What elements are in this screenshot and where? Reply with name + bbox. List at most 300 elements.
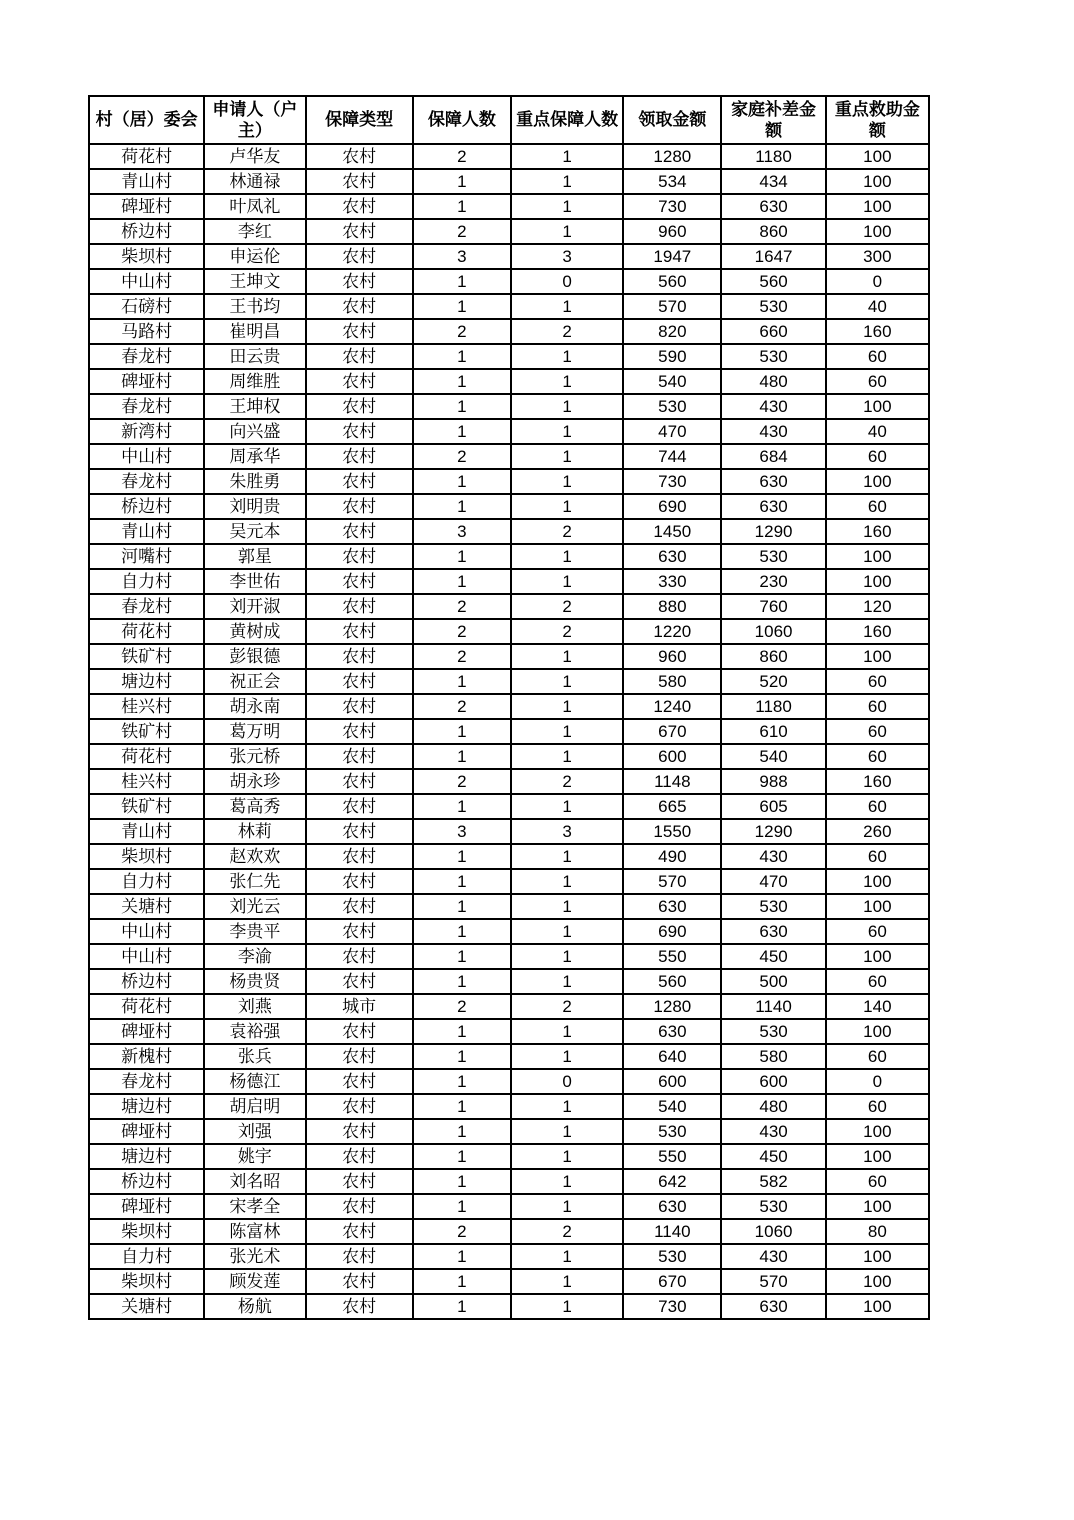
cell-key-assistance-amount: 60 <box>826 344 929 369</box>
cell-protected-persons-count: 3 <box>413 819 511 844</box>
cell-received-amount: 630 <box>623 1019 721 1044</box>
cell-protected-persons-count: 1 <box>413 869 511 894</box>
cell-family-subsidy-amount: 582 <box>721 1169 825 1194</box>
cell-applicant-household-head: 黄树成 <box>204 619 305 644</box>
cell-protected-persons-count: 1 <box>413 569 511 594</box>
cell-key-protected-persons-count: 1 <box>511 1244 623 1269</box>
cell-protected-persons-count: 2 <box>413 644 511 669</box>
cell-protection-type: 农村 <box>306 794 413 819</box>
cell-key-protected-persons-count: 1 <box>511 1019 623 1044</box>
cell-protected-persons-count: 1 <box>413 1144 511 1169</box>
cell-protection-type: 农村 <box>306 719 413 744</box>
cell-received-amount: 820 <box>623 319 721 344</box>
cell-protection-type: 农村 <box>306 294 413 319</box>
table-row <box>89 1194 929 1219</box>
table-row <box>89 769 929 794</box>
table-row <box>89 1019 929 1044</box>
cell-village-committee: 新湾村 <box>89 419 204 444</box>
cell-key-assistance-amount: 60 <box>826 744 929 769</box>
cell-village-committee: 春龙村 <box>89 394 204 419</box>
cell-received-amount: 560 <box>623 269 721 294</box>
cell-applicant-household-head: 姚宇 <box>204 1144 305 1169</box>
cell-key-protected-persons-count: 1 <box>511 869 623 894</box>
cell-key-assistance-amount: 60 <box>826 444 929 469</box>
table-row <box>89 619 929 644</box>
cell-key-protected-persons-count: 1 <box>511 419 623 444</box>
cell-key-protected-persons-count: 1 <box>511 894 623 919</box>
cell-protection-type: 农村 <box>306 244 413 269</box>
cell-protected-persons-count: 1 <box>413 494 511 519</box>
cell-received-amount: 960 <box>623 219 721 244</box>
cell-protection-type: 农村 <box>306 844 413 869</box>
header-cell-applicant-household-head: 申请人（户主） <box>204 96 305 144</box>
cell-key-assistance-amount: 100 <box>826 219 929 244</box>
cell-protected-persons-count: 1 <box>413 744 511 769</box>
table-row <box>89 1069 929 1094</box>
cell-received-amount: 730 <box>623 469 721 494</box>
table-row <box>89 269 929 294</box>
cell-received-amount: 630 <box>623 1194 721 1219</box>
cell-village-committee: 碑垭村 <box>89 1194 204 1219</box>
cell-family-subsidy-amount: 1290 <box>721 519 825 544</box>
cell-key-protected-persons-count: 2 <box>511 769 623 794</box>
cell-protected-persons-count: 1 <box>413 1069 511 1094</box>
cell-key-assistance-amount: 60 <box>826 1169 929 1194</box>
cell-key-assistance-amount: 100 <box>826 394 929 419</box>
cell-family-subsidy-amount: 570 <box>721 1269 825 1294</box>
cell-protection-type: 农村 <box>306 1144 413 1169</box>
cell-protection-type: 农村 <box>306 894 413 919</box>
table-row <box>89 1219 929 1244</box>
cell-received-amount: 600 <box>623 1069 721 1094</box>
cell-family-subsidy-amount: 1060 <box>721 1219 825 1244</box>
cell-protection-type: 农村 <box>306 644 413 669</box>
cell-received-amount: 730 <box>623 1294 721 1319</box>
cell-protection-type: 农村 <box>306 269 413 294</box>
cell-family-subsidy-amount: 434 <box>721 169 825 194</box>
cell-received-amount: 730 <box>623 194 721 219</box>
cell-protection-type: 农村 <box>306 419 413 444</box>
cell-key-assistance-amount: 0 <box>826 269 929 294</box>
table-row <box>89 469 929 494</box>
cell-family-subsidy-amount: 480 <box>721 369 825 394</box>
header-cell-village-committee: 村（居）委会 <box>89 96 204 144</box>
cell-protection-type: 农村 <box>306 319 413 344</box>
cell-key-protected-persons-count: 1 <box>511 719 623 744</box>
cell-protection-type: 农村 <box>306 544 413 569</box>
cell-protected-persons-count: 1 <box>413 169 511 194</box>
cell-family-subsidy-amount: 988 <box>721 769 825 794</box>
cell-applicant-household-head: 王书均 <box>204 294 305 319</box>
cell-protection-type: 农村 <box>306 969 413 994</box>
cell-protected-persons-count: 1 <box>413 794 511 819</box>
cell-village-committee: 碑垭村 <box>89 1019 204 1044</box>
cell-received-amount: 530 <box>623 1119 721 1144</box>
cell-protection-type: 农村 <box>306 1069 413 1094</box>
cell-protected-persons-count: 2 <box>413 594 511 619</box>
cell-family-subsidy-amount: 1290 <box>721 819 825 844</box>
cell-received-amount: 1220 <box>623 619 721 644</box>
cell-village-committee: 荷花村 <box>89 144 204 169</box>
cell-applicant-household-head: 向兴盛 <box>204 419 305 444</box>
cell-protection-type: 农村 <box>306 1194 413 1219</box>
cell-village-committee: 中山村 <box>89 444 204 469</box>
cell-key-protected-persons-count: 1 <box>511 1194 623 1219</box>
cell-protected-persons-count: 2 <box>413 144 511 169</box>
table-row <box>89 594 929 619</box>
table-row <box>89 869 929 894</box>
cell-village-committee: 碑垭村 <box>89 194 204 219</box>
cell-protected-persons-count: 1 <box>413 919 511 944</box>
cell-protection-type: 农村 <box>306 344 413 369</box>
table-row <box>89 719 929 744</box>
cell-received-amount: 590 <box>623 344 721 369</box>
cell-received-amount: 490 <box>623 844 721 869</box>
cell-key-assistance-amount: 100 <box>826 194 929 219</box>
cell-key-assistance-amount: 0 <box>826 1069 929 1094</box>
cell-applicant-household-head: 张兵 <box>204 1044 305 1069</box>
header-cell-protected-persons-count: 保障人数 <box>413 96 511 144</box>
cell-village-committee: 柴坝村 <box>89 1219 204 1244</box>
header-cell-key-assistance-amount: 重点救助金额 <box>826 96 929 144</box>
cell-protected-persons-count: 1 <box>413 1294 511 1319</box>
cell-key-assistance-amount: 100 <box>826 1119 929 1144</box>
cell-applicant-household-head: 叶凤礼 <box>204 194 305 219</box>
cell-key-protected-persons-count: 2 <box>511 619 623 644</box>
cell-family-subsidy-amount: 684 <box>721 444 825 469</box>
cell-protected-persons-count: 1 <box>413 844 511 869</box>
cell-applicant-household-head: 葛高秀 <box>204 794 305 819</box>
cell-protection-type: 农村 <box>306 869 413 894</box>
table-row <box>89 244 929 269</box>
cell-applicant-household-head: 朱胜勇 <box>204 469 305 494</box>
table-row <box>89 994 929 1019</box>
cell-protected-persons-count: 1 <box>413 469 511 494</box>
cell-key-protected-persons-count: 1 <box>511 744 623 769</box>
cell-key-protected-persons-count: 1 <box>511 169 623 194</box>
cell-protected-persons-count: 3 <box>413 244 511 269</box>
cell-village-committee: 中山村 <box>89 269 204 294</box>
cell-key-protected-persons-count: 1 <box>511 694 623 719</box>
cell-key-assistance-amount: 100 <box>826 169 929 194</box>
cell-protected-persons-count: 1 <box>413 1169 511 1194</box>
table-row <box>89 419 929 444</box>
cell-applicant-household-head: 葛万明 <box>204 719 305 744</box>
cell-applicant-household-head: 顾发莲 <box>204 1269 305 1294</box>
table-row <box>89 919 929 944</box>
table-row <box>89 944 929 969</box>
cell-applicant-household-head: 张光术 <box>204 1244 305 1269</box>
cell-family-subsidy-amount: 610 <box>721 719 825 744</box>
cell-village-committee: 桂兴村 <box>89 694 204 719</box>
cell-key-assistance-amount: 100 <box>826 1144 929 1169</box>
cell-protection-type: 农村 <box>306 169 413 194</box>
cell-key-protected-persons-count: 1 <box>511 444 623 469</box>
cell-key-assistance-amount: 40 <box>826 294 929 319</box>
cell-received-amount: 540 <box>623 369 721 394</box>
cell-key-assistance-amount: 60 <box>826 369 929 394</box>
cell-protected-persons-count: 1 <box>413 1094 511 1119</box>
cell-key-assistance-amount: 60 <box>826 969 929 994</box>
cell-family-subsidy-amount: 1180 <box>721 144 825 169</box>
table-row <box>89 194 929 219</box>
table-row <box>89 1119 929 1144</box>
cell-village-committee: 碑垭村 <box>89 1119 204 1144</box>
cell-applicant-household-head: 赵欢欢 <box>204 844 305 869</box>
cell-village-committee: 关塘村 <box>89 1294 204 1319</box>
cell-key-protected-persons-count: 1 <box>511 494 623 519</box>
cell-applicant-household-head: 李红 <box>204 219 305 244</box>
cell-applicant-household-head: 刘光云 <box>204 894 305 919</box>
cell-applicant-household-head: 彭银德 <box>204 644 305 669</box>
cell-village-committee: 塘边村 <box>89 669 204 694</box>
cell-key-assistance-amount: 40 <box>826 419 929 444</box>
cell-received-amount: 690 <box>623 919 721 944</box>
cell-received-amount: 880 <box>623 594 721 619</box>
cell-village-committee: 河嘴村 <box>89 544 204 569</box>
cell-applicant-household-head: 杨航 <box>204 1294 305 1319</box>
cell-key-assistance-amount: 100 <box>826 569 929 594</box>
cell-received-amount: 1148 <box>623 769 721 794</box>
cell-village-committee: 铁矿村 <box>89 719 204 744</box>
table-row <box>89 144 929 169</box>
cell-protected-persons-count: 1 <box>413 1194 511 1219</box>
cell-protected-persons-count: 1 <box>413 1119 511 1144</box>
cell-key-assistance-amount: 60 <box>826 694 929 719</box>
cell-key-protected-persons-count: 0 <box>511 269 623 294</box>
cell-key-assistance-amount: 60 <box>826 844 929 869</box>
cell-applicant-household-head: 刘燕 <box>204 994 305 1019</box>
cell-applicant-household-head: 刘开淑 <box>204 594 305 619</box>
cell-family-subsidy-amount: 430 <box>721 394 825 419</box>
cell-applicant-household-head: 田云贵 <box>204 344 305 369</box>
cell-applicant-household-head: 胡启明 <box>204 1094 305 1119</box>
cell-applicant-household-head: 吴元本 <box>204 519 305 544</box>
cell-village-committee: 自力村 <box>89 1244 204 1269</box>
cell-village-committee: 荷花村 <box>89 994 204 1019</box>
table-row <box>89 544 929 569</box>
cell-protection-type: 农村 <box>306 819 413 844</box>
table-row <box>89 169 929 194</box>
cell-family-subsidy-amount: 1060 <box>721 619 825 644</box>
cell-village-committee: 柴坝村 <box>89 244 204 269</box>
table-row <box>89 1294 929 1319</box>
cell-protected-persons-count: 3 <box>413 519 511 544</box>
cell-village-committee: 春龙村 <box>89 594 204 619</box>
table-row <box>89 344 929 369</box>
cell-village-committee: 桥边村 <box>89 1169 204 1194</box>
cell-protection-type: 农村 <box>306 594 413 619</box>
cell-family-subsidy-amount: 1647 <box>721 244 825 269</box>
cell-village-committee: 铁矿村 <box>89 794 204 819</box>
cell-key-protected-persons-count: 1 <box>511 1169 623 1194</box>
cell-key-protected-persons-count: 1 <box>511 1094 623 1119</box>
table-row <box>89 444 929 469</box>
cell-applicant-household-head: 周承华 <box>204 444 305 469</box>
cell-protection-type: 农村 <box>306 1019 413 1044</box>
table-row <box>89 1269 929 1294</box>
cell-key-assistance-amount: 60 <box>826 669 929 694</box>
cell-applicant-household-head: 胡永南 <box>204 694 305 719</box>
cell-received-amount: 530 <box>623 394 721 419</box>
cell-family-subsidy-amount: 470 <box>721 869 825 894</box>
cell-applicant-household-head: 刘名昭 <box>204 1169 305 1194</box>
cell-key-assistance-amount: 300 <box>826 244 929 269</box>
cell-family-subsidy-amount: 230 <box>721 569 825 594</box>
cell-received-amount: 570 <box>623 294 721 319</box>
cell-key-assistance-amount: 60 <box>826 919 929 944</box>
cell-received-amount: 960 <box>623 644 721 669</box>
cell-village-committee: 青山村 <box>89 519 204 544</box>
cell-village-committee: 桥边村 <box>89 494 204 519</box>
cell-protection-type: 农村 <box>306 1094 413 1119</box>
cell-applicant-household-head: 郭星 <box>204 544 305 569</box>
cell-village-committee: 荷花村 <box>89 744 204 769</box>
cell-protection-type: 农村 <box>306 1119 413 1144</box>
cell-family-subsidy-amount: 430 <box>721 1119 825 1144</box>
cell-family-subsidy-amount: 860 <box>721 644 825 669</box>
cell-key-protected-persons-count: 1 <box>511 1144 623 1169</box>
cell-family-subsidy-amount: 450 <box>721 944 825 969</box>
cell-village-committee: 铁矿村 <box>89 644 204 669</box>
subsistence-allowance-table <box>88 95 930 1320</box>
cell-family-subsidy-amount: 1140 <box>721 994 825 1019</box>
cell-applicant-household-head: 宋孝全 <box>204 1194 305 1219</box>
cell-protection-type: 农村 <box>306 1219 413 1244</box>
cell-received-amount: 1240 <box>623 694 721 719</box>
cell-village-committee: 塘边村 <box>89 1144 204 1169</box>
cell-applicant-household-head: 杨德江 <box>204 1069 305 1094</box>
cell-received-amount: 1280 <box>623 144 721 169</box>
cell-protection-type: 农村 <box>306 1044 413 1069</box>
cell-key-protected-persons-count: 1 <box>511 194 623 219</box>
cell-family-subsidy-amount: 520 <box>721 669 825 694</box>
cell-family-subsidy-amount: 630 <box>721 469 825 494</box>
cell-village-committee: 桥边村 <box>89 219 204 244</box>
cell-family-subsidy-amount: 860 <box>721 219 825 244</box>
table-row <box>89 694 929 719</box>
cell-family-subsidy-amount: 630 <box>721 919 825 944</box>
cell-key-assistance-amount: 120 <box>826 594 929 619</box>
cell-key-protected-persons-count: 1 <box>511 144 623 169</box>
cell-received-amount: 1280 <box>623 994 721 1019</box>
cell-family-subsidy-amount: 660 <box>721 319 825 344</box>
cell-protected-persons-count: 1 <box>413 394 511 419</box>
cell-family-subsidy-amount: 530 <box>721 344 825 369</box>
table-row <box>89 1244 929 1269</box>
cell-protection-type: 农村 <box>306 669 413 694</box>
cell-received-amount: 670 <box>623 1269 721 1294</box>
cell-received-amount: 570 <box>623 869 721 894</box>
table-header-row <box>89 96 929 144</box>
cell-protected-persons-count: 1 <box>413 1244 511 1269</box>
cell-family-subsidy-amount: 1180 <box>721 694 825 719</box>
cell-village-committee: 自力村 <box>89 869 204 894</box>
cell-key-assistance-amount: 160 <box>826 769 929 794</box>
cell-village-committee: 荷花村 <box>89 619 204 644</box>
cell-key-assistance-amount: 100 <box>826 894 929 919</box>
cell-family-subsidy-amount: 760 <box>721 594 825 619</box>
cell-key-assistance-amount: 100 <box>826 644 929 669</box>
cell-village-committee: 中山村 <box>89 919 204 944</box>
cell-key-protected-persons-count: 1 <box>511 669 623 694</box>
cell-family-subsidy-amount: 530 <box>721 294 825 319</box>
table-row <box>89 844 929 869</box>
cell-protection-type: 农村 <box>306 519 413 544</box>
cell-applicant-household-head: 林通禄 <box>204 169 305 194</box>
cell-received-amount: 640 <box>623 1044 721 1069</box>
cell-key-assistance-amount: 100 <box>826 869 929 894</box>
cell-protected-persons-count: 2 <box>413 769 511 794</box>
cell-protection-type: 农村 <box>306 219 413 244</box>
cell-protected-persons-count: 2 <box>413 619 511 644</box>
cell-applicant-household-head: 林莉 <box>204 819 305 844</box>
cell-protection-type: 农村 <box>306 444 413 469</box>
cell-key-protected-persons-count: 1 <box>511 844 623 869</box>
cell-applicant-household-head: 卢华友 <box>204 144 305 169</box>
cell-village-committee: 柴坝村 <box>89 1269 204 1294</box>
cell-protected-persons-count: 1 <box>413 894 511 919</box>
cell-village-committee: 春龙村 <box>89 469 204 494</box>
cell-family-subsidy-amount: 530 <box>721 1019 825 1044</box>
cell-key-assistance-amount: 100 <box>826 544 929 569</box>
cell-protected-persons-count: 1 <box>413 969 511 994</box>
cell-village-committee: 关塘村 <box>89 894 204 919</box>
cell-applicant-household-head: 胡永珍 <box>204 769 305 794</box>
cell-protected-persons-count: 1 <box>413 194 511 219</box>
cell-family-subsidy-amount: 430 <box>721 419 825 444</box>
cell-applicant-household-head: 杨贵贤 <box>204 969 305 994</box>
cell-applicant-household-head: 张仁先 <box>204 869 305 894</box>
cell-key-assistance-amount: 260 <box>826 819 929 844</box>
cell-village-committee: 自力村 <box>89 569 204 594</box>
table-row <box>89 1144 929 1169</box>
table-row <box>89 794 929 819</box>
cell-family-subsidy-amount: 600 <box>721 1069 825 1094</box>
cell-received-amount: 630 <box>623 544 721 569</box>
cell-key-assistance-amount: 80 <box>826 1219 929 1244</box>
cell-protection-type: 农村 <box>306 1269 413 1294</box>
cell-protection-type: 农村 <box>306 369 413 394</box>
cell-village-committee: 石磅村 <box>89 294 204 319</box>
cell-key-assistance-amount: 100 <box>826 944 929 969</box>
cell-protection-type: 农村 <box>306 944 413 969</box>
cell-key-assistance-amount: 100 <box>826 1294 929 1319</box>
cell-received-amount: 642 <box>623 1169 721 1194</box>
cell-key-assistance-amount: 100 <box>826 1019 929 1044</box>
cell-protection-type: 农村 <box>306 144 413 169</box>
cell-protected-persons-count: 2 <box>413 994 511 1019</box>
cell-village-committee: 春龙村 <box>89 344 204 369</box>
cell-protection-type: 农村 <box>306 469 413 494</box>
cell-protection-type: 农村 <box>306 694 413 719</box>
table-row <box>89 519 929 544</box>
cell-protection-type: 农村 <box>306 1169 413 1194</box>
table-row <box>89 394 929 419</box>
cell-protected-persons-count: 1 <box>413 944 511 969</box>
cell-protection-type: 农村 <box>306 744 413 769</box>
cell-received-amount: 1550 <box>623 819 721 844</box>
cell-key-protected-persons-count: 2 <box>511 994 623 1019</box>
cell-family-subsidy-amount: 630 <box>721 1294 825 1319</box>
cell-key-assistance-amount: 60 <box>826 1044 929 1069</box>
cell-protected-persons-count: 1 <box>413 369 511 394</box>
cell-received-amount: 550 <box>623 944 721 969</box>
cell-key-assistance-amount: 160 <box>826 319 929 344</box>
cell-village-committee: 新槐村 <box>89 1044 204 1069</box>
cell-key-protected-persons-count: 1 <box>511 569 623 594</box>
cell-protection-type: 农村 <box>306 394 413 419</box>
